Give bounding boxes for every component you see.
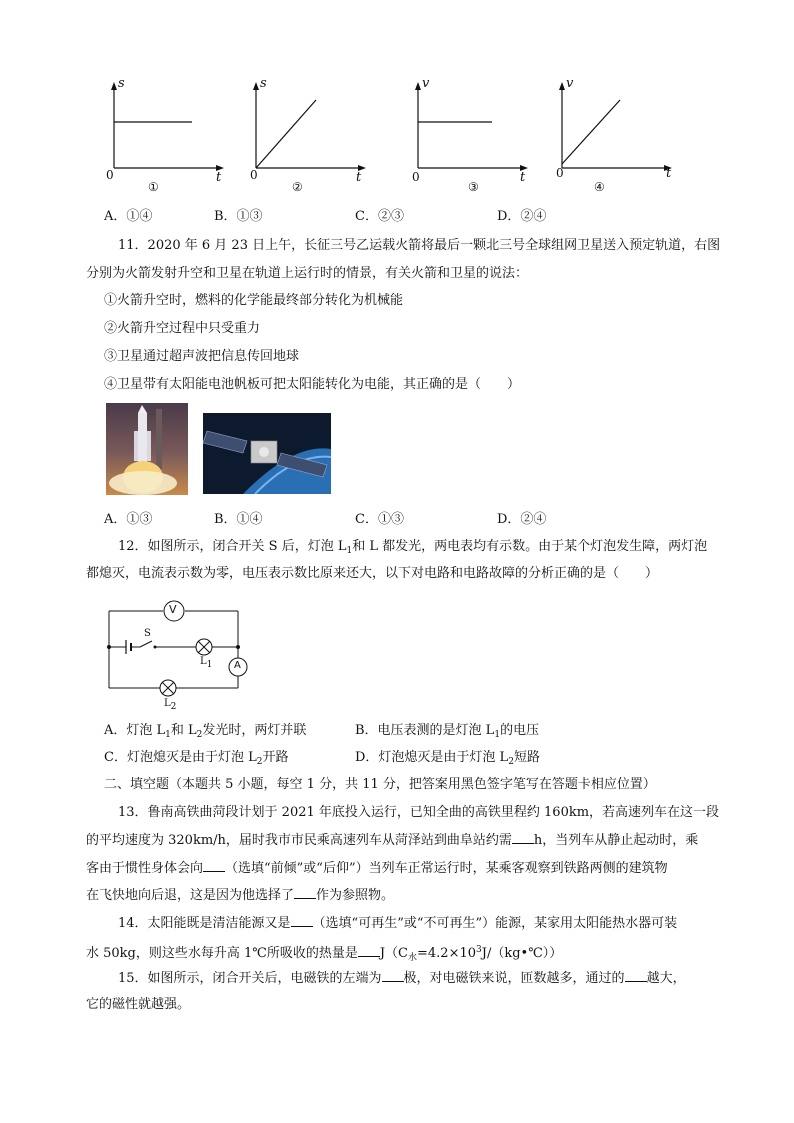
- y-axis-label: s: [260, 76, 267, 91]
- origin-label: 0: [412, 170, 420, 184]
- q11-statement-1: ①火箭升空时，燃料的化学能最终部分转化为机械能: [104, 293, 404, 308]
- q13-line2-text-2: h，当列车从静止起动时，乘: [533, 833, 699, 848]
- q12-option-d: [355, 749, 540, 771]
- q12-option-d-text-1: D．灯泡熄灭是由于灯泡 L: [355, 750, 509, 765]
- graph-caption: ③: [468, 180, 479, 194]
- switch-label: S: [144, 628, 151, 639]
- answer-blank[interactable]: [382, 969, 404, 982]
- graph-1-svg: [100, 78, 230, 198]
- q12-stem-text-a: 12．如图所示，闭合开关 S 后，灯泡 L: [118, 539, 347, 554]
- q12-option-a-text-3: 发光时，两灯并联: [202, 723, 307, 738]
- q12-stem-line1: [118, 538, 707, 560]
- graph-caption: ④: [594, 180, 605, 194]
- q12-option-c: [104, 749, 288, 771]
- q14-line1: [118, 914, 677, 933]
- answer-blank[interactable]: [291, 914, 313, 927]
- lamp-2-letter: L: [164, 698, 171, 709]
- y-arrow: [253, 82, 259, 90]
- origin-label: 0: [556, 166, 564, 180]
- q14-line2-text-4: J/（kg•℃））: [481, 946, 563, 961]
- q12-option-b-text-2: 的电压: [500, 723, 540, 738]
- x-axis-label: t: [666, 166, 672, 181]
- q13-line4: [86, 886, 394, 905]
- y-arrow: [111, 82, 117, 90]
- q12-option-c-text-1: C．灯泡熄灭是由于灯泡 L: [104, 750, 257, 765]
- graph-4-svg: [548, 78, 678, 198]
- q13-line2: [86, 831, 698, 850]
- q13-line4-text-2: 作为参照物。: [316, 888, 395, 903]
- answer-blank[interactable]: [294, 886, 316, 899]
- lamp-1-letter: L: [200, 656, 207, 667]
- q12-option-b-text-1: B．电压表测的是灯泡 L: [355, 723, 495, 738]
- q14-line2-sup: 3: [476, 945, 482, 955]
- origin-label: 0: [106, 168, 114, 182]
- q13-line3-text-2: （选填“前倾”或“后仰”）当列车正常运行时，某乘客观察到铁路两侧的建筑物: [225, 861, 668, 876]
- origin-label: 0: [250, 168, 258, 182]
- answer-blank[interactable]: [358, 944, 380, 957]
- q11-stem-line1: 11．2020 年 6 月 23 日上午，长征三号乙运载火箭将最后一颗北三号全球组网卫星送入预定轨道，右图: [118, 238, 721, 253]
- circuit-svg: [100, 592, 260, 716]
- q11-option-b: B．①④: [214, 512, 263, 527]
- q14-line2: [86, 941, 562, 967]
- graph-2-svg: [242, 78, 372, 198]
- q13-line3-text-1: 客由于惯性身体会向: [86, 861, 204, 876]
- circuit-diagram: [100, 592, 260, 716]
- q12-stem-sub: 1: [346, 546, 353, 556]
- voltmeter-label: V: [169, 603, 177, 616]
- q14-line1-text-2: （选填“可再生”或“不可再生”）能源，某家用太阳能热水器可装: [312, 916, 678, 931]
- switch-blade: [140, 641, 152, 647]
- answer-blank[interactable]: [512, 831, 534, 844]
- q12-stem-line2: 都熄灭，电流表示数为零，电压表示数比原来还大，以下对电路和电路故障的分析正确的是（ ）: [86, 566, 659, 581]
- q10-option-a: A．①④: [104, 209, 153, 224]
- graph-line: [256, 100, 316, 168]
- y-arrow: [415, 82, 421, 90]
- q14-line2-text-2: J（C: [379, 946, 408, 961]
- q12-option-a-text-2: 和 L: [170, 723, 197, 738]
- q13-line1: 13．鲁南高铁曲菏段计划于 2021 年底投入运行，已知全曲的高铁里程约 160km，若高速列车在这一段: [118, 805, 720, 820]
- q12-option-b-sub: 1: [494, 730, 501, 740]
- lamp-2-label: [164, 698, 176, 712]
- y-axis-label: v: [566, 76, 574, 91]
- q12-option-c-text-2: 开路: [262, 750, 289, 765]
- q12-option-a-sub-1: 1: [165, 730, 171, 740]
- y-axis-label: s: [118, 76, 125, 91]
- graph-caption: ①: [148, 180, 159, 194]
- answer-blank[interactable]: [203, 859, 225, 872]
- q12-stem-text-b: 和 L 都发光，两电表均有示数。由于某个灯泡发生障，两灯泡: [352, 539, 708, 554]
- x-axis-label: t: [216, 170, 222, 185]
- q14-line2-text-3: =4.2×10: [417, 946, 477, 961]
- lamp-2-sub: 2: [170, 702, 177, 712]
- q15-line2: 它的磁性就越强。: [86, 997, 191, 1012]
- graph-3: [404, 78, 534, 198]
- satellite-photo: [203, 413, 331, 494]
- q12-option-d-text-2: 短路: [513, 750, 540, 765]
- x-axis-label: t: [356, 170, 362, 185]
- q10-option-d: D．②④: [497, 209, 547, 224]
- q13-line4-text-1: 在飞快地向后退，这是因为他选择了: [86, 888, 295, 903]
- q10-option-b: B．①③: [214, 209, 263, 224]
- x-axis-label: t: [520, 170, 526, 185]
- q11-option-d: D．②④: [497, 512, 547, 527]
- q15-line1-text-3: 越大，: [646, 971, 686, 986]
- section-2-heading: 二、填空题（本题共 5 小题，每空 1 分，共 11 分，把答案用黑色签字笔写在答题卡相应位置）: [104, 777, 656, 792]
- ammeter-label: A: [234, 660, 241, 671]
- q11-option-c: C．①③: [355, 512, 404, 527]
- q15-line1-text-2: 极，对电磁铁来说，匝数越多，通过的: [403, 971, 625, 986]
- lamp-1-sub: 1: [206, 660, 213, 670]
- q12-option-d-sub: 2: [508, 757, 514, 767]
- lamp-1-label: [200, 656, 212, 670]
- y-axis-label: v: [422, 76, 430, 91]
- graph-1: [100, 78, 230, 198]
- graph-4: [548, 78, 678, 198]
- q12-option-a-sub-2: 2: [196, 730, 203, 740]
- rocket-launch-photo: [106, 403, 188, 495]
- q11-statement-3: ③卫星通过超声波把信息传回地球: [104, 349, 300, 364]
- graph-caption: ②: [292, 180, 303, 194]
- q11-stem-line2: 分别为火箭发射升空和卫星在轨道上运行时的情景，有关火箭和卫星的说法：: [86, 266, 529, 281]
- q11-option-a: A．①③: [104, 512, 153, 527]
- q11-statement-2: ②火箭升空过程中只受重力: [104, 321, 261, 336]
- q15-line1: [118, 969, 686, 988]
- q14-line2-sub: 水: [408, 953, 418, 963]
- q10-option-c: C．②③: [355, 209, 404, 224]
- y-arrow: [559, 82, 565, 90]
- q14-line1-text-1: 14．太阳能既是清洁能源又是: [118, 916, 291, 931]
- graph-2: [242, 78, 372, 198]
- graph-line: [562, 100, 620, 164]
- q13-line3: [86, 859, 668, 878]
- answer-blank[interactable]: [625, 969, 647, 982]
- q12-option-a-text-1: A．灯泡 L: [104, 723, 166, 738]
- q12-option-a: [104, 722, 306, 744]
- q13-line2-text-1: 的平均速度为 320km/h，届时我市市民乘高速列车从菏泽站到曲阜站约需: [86, 833, 512, 848]
- q14-line2-text-1: 水 50kg，则这些水每升高 1℃所吸收的热量是: [86, 946, 358, 961]
- q12-option-c-sub: 2: [256, 757, 263, 767]
- q12-option-b: [355, 722, 539, 744]
- q11-statement-4: ④卫星带有太阳能电池帆板可把太阳能转化为电能，其正确的是（ ）: [104, 377, 521, 392]
- q15-line1-text-1: 15．如图所示，闭合开关后，电磁铁的左端为: [118, 971, 382, 986]
